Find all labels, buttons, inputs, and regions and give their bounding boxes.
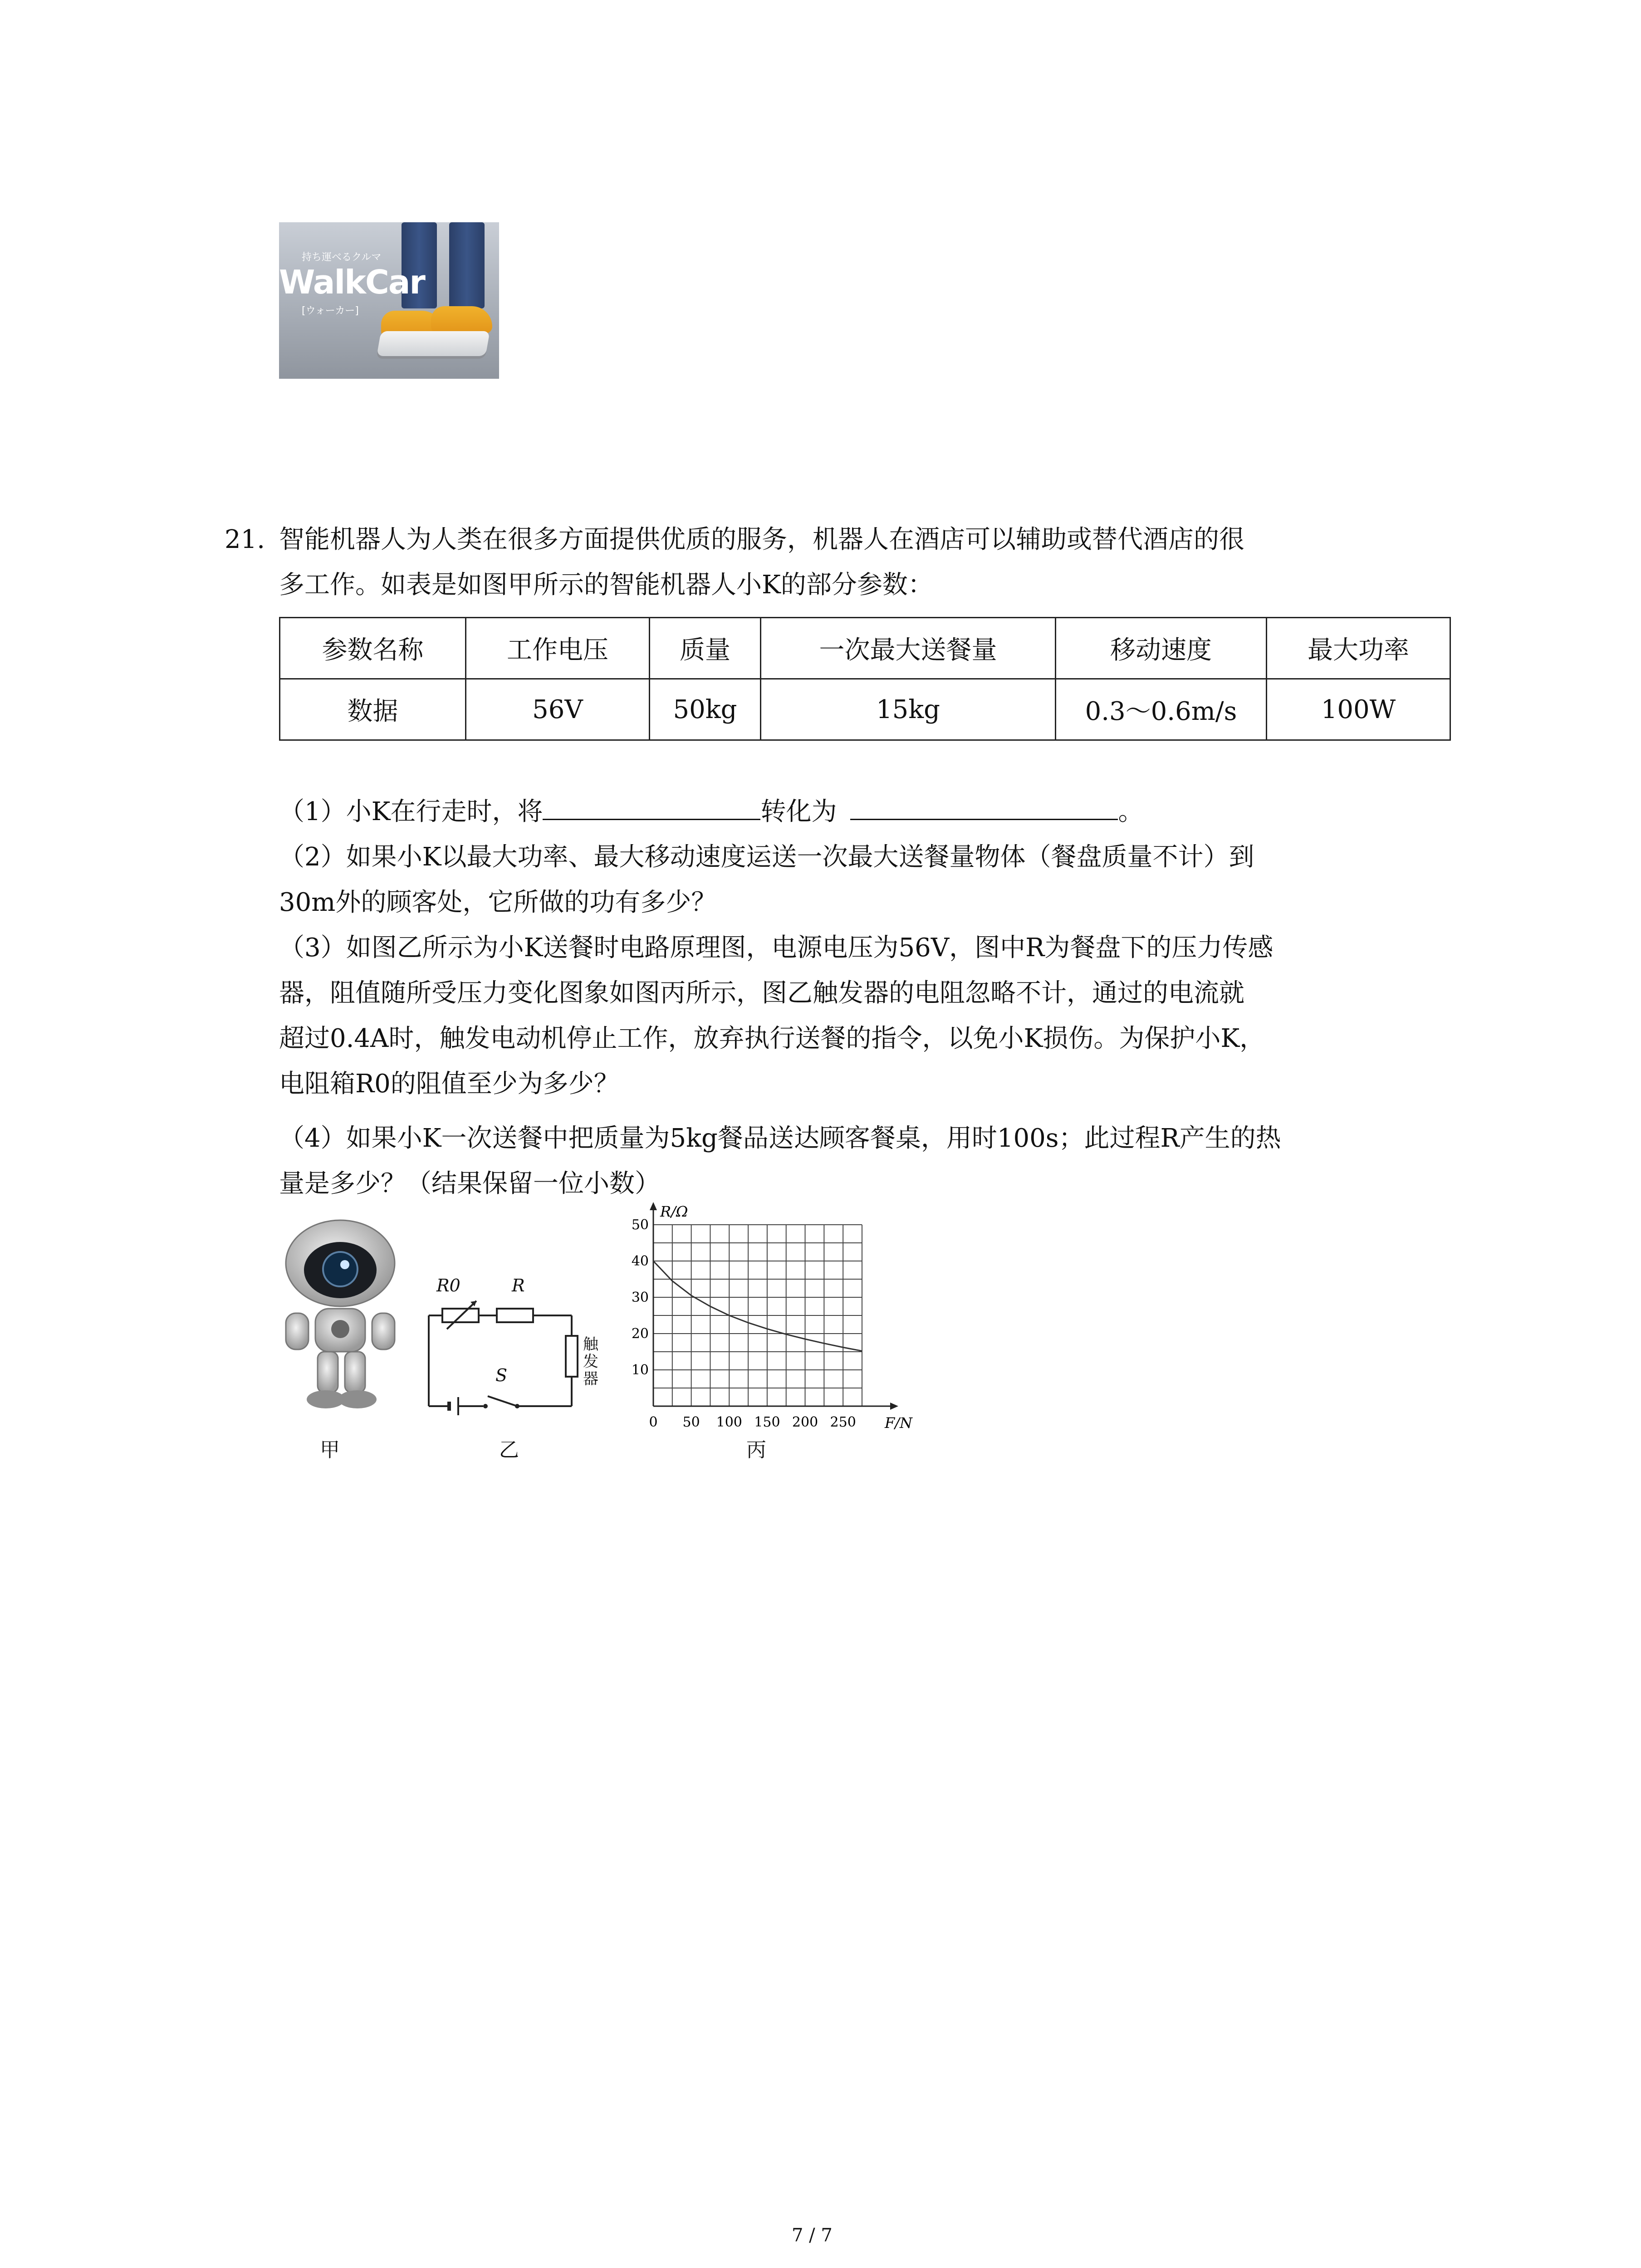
chart-grid (653, 1225, 862, 1406)
answer-blank[interactable] (543, 792, 760, 820)
photo-brand: WalkCar (279, 263, 425, 301)
photo-board (377, 331, 490, 356)
q4-line1: （4）如果小K一次送餐中把质量为5kg餐品送达顾客餐桌，用时100s；此过程R产生的热 (279, 1124, 1281, 1153)
trigger-label: 触发器 (583, 1335, 598, 1388)
table-cell: 56V (466, 679, 650, 740)
photo-tagline-bottom: [ウォーカー] (302, 305, 359, 317)
r-label: R (512, 1276, 525, 1295)
switch-label: S (495, 1365, 508, 1385)
q3-line4: 电阻箱R0的阻值至少为多少？ (279, 1069, 619, 1099)
table-cell: 50kg (650, 679, 761, 740)
question-stem-line1: 智能机器人为人类在很多方面提供优质的服务，机器人在酒店可以辅助或替代酒店的很 (279, 525, 1244, 554)
q3-line1: （3）如图乙所示为小K送餐时电路原理图，电源电压为56V，图中R为餐盘下的压力传感 (279, 933, 1274, 963)
q1-part-b: 转化为 (760, 797, 837, 826)
x-tick-label: 150 (754, 1414, 780, 1430)
y-tick-label: 20 (631, 1326, 649, 1342)
walkcar-photo (279, 222, 499, 379)
x-tick-label: 250 (830, 1414, 856, 1430)
table-header-cell: 参数名称 (280, 618, 466, 679)
y-axis-label: R/Ω (660, 1203, 688, 1220)
figure-bing-caption: 丙 (746, 1438, 766, 1461)
resistance-force-chart (603, 1203, 930, 1438)
x-axis-label: F/N (885, 1414, 912, 1432)
table-header-cell: 工作电压 (466, 618, 650, 679)
question-stem-line2: 多工作。如表是如图甲所示的智能机器人小K的部分参数： (279, 570, 933, 600)
q1-part-c: 。 (1118, 797, 1144, 826)
figure-jia-caption: 甲 (320, 1438, 340, 1461)
table-cell: 15kg (761, 679, 1056, 740)
x-tick-label: 100 (716, 1414, 742, 1430)
x-axis-arrow (890, 1403, 898, 1410)
r0-label: R0 (436, 1276, 460, 1295)
table-header-cell: 一次最大送餐量 (761, 618, 1056, 679)
x-tick-label: 0 (649, 1414, 658, 1430)
table-header-cell: 移动速度 (1056, 618, 1267, 679)
chart-series-line (653, 1261, 862, 1351)
table-cell: 100W (1267, 679, 1450, 740)
table-row (280, 679, 1450, 740)
y-tick-label: 50 (631, 1217, 649, 1233)
q4-line2: 量是多少？（结果保留一位小数） (279, 1169, 660, 1198)
x-tick-label: 50 (682, 1414, 700, 1430)
photo-leg (449, 222, 485, 308)
table-cell: 0.3～0.6m/s (1056, 679, 1267, 740)
y-tick-label: 40 (631, 1253, 649, 1269)
q2-line1: （2）如果小K以最大功率、最大移动速度运送一次最大送餐量物体（餐盘质量不计）到 (279, 842, 1254, 872)
q2-line2: 30m外的顾客处，它所做的功有多少？ (279, 888, 717, 917)
table-header-row (280, 618, 1450, 679)
table-header-cell: 质量 (650, 618, 761, 679)
subquestion-1 (279, 789, 1143, 835)
x-tick-label: 200 (792, 1414, 818, 1430)
page-number: 7 / 7 (792, 2225, 833, 2246)
photo-shoe (431, 306, 492, 333)
robot-figure (272, 1220, 417, 1420)
parameter-table (279, 617, 1451, 741)
photo-tagline-top: 持ち運べるクルマ (302, 252, 382, 263)
y-tick-label: 30 (631, 1290, 649, 1305)
table-header-cell: 最大功率 (1267, 618, 1450, 679)
chart-axes (650, 1202, 898, 1410)
y-tick-label: 10 (631, 1362, 649, 1378)
table-cell: 数据 (280, 679, 466, 740)
r-resistor-box (497, 1309, 533, 1322)
answer-blank[interactable] (850, 792, 1118, 820)
q3-line2: 器，阻值随所受压力变化图象如图丙所示，图乙触发器的电阻忽略不计，通过的电流就 (279, 978, 1244, 1008)
question-number: 21. (225, 525, 265, 554)
q3-line3: 超过0.4A时，触发电动机停止工作，放弃执行送餐的指令，以免小K损伤。为保护小K， (279, 1024, 1265, 1053)
figure-yi-caption: 乙 (499, 1438, 519, 1461)
q1-part-a: （1）小K在行走时，将 (279, 797, 543, 826)
